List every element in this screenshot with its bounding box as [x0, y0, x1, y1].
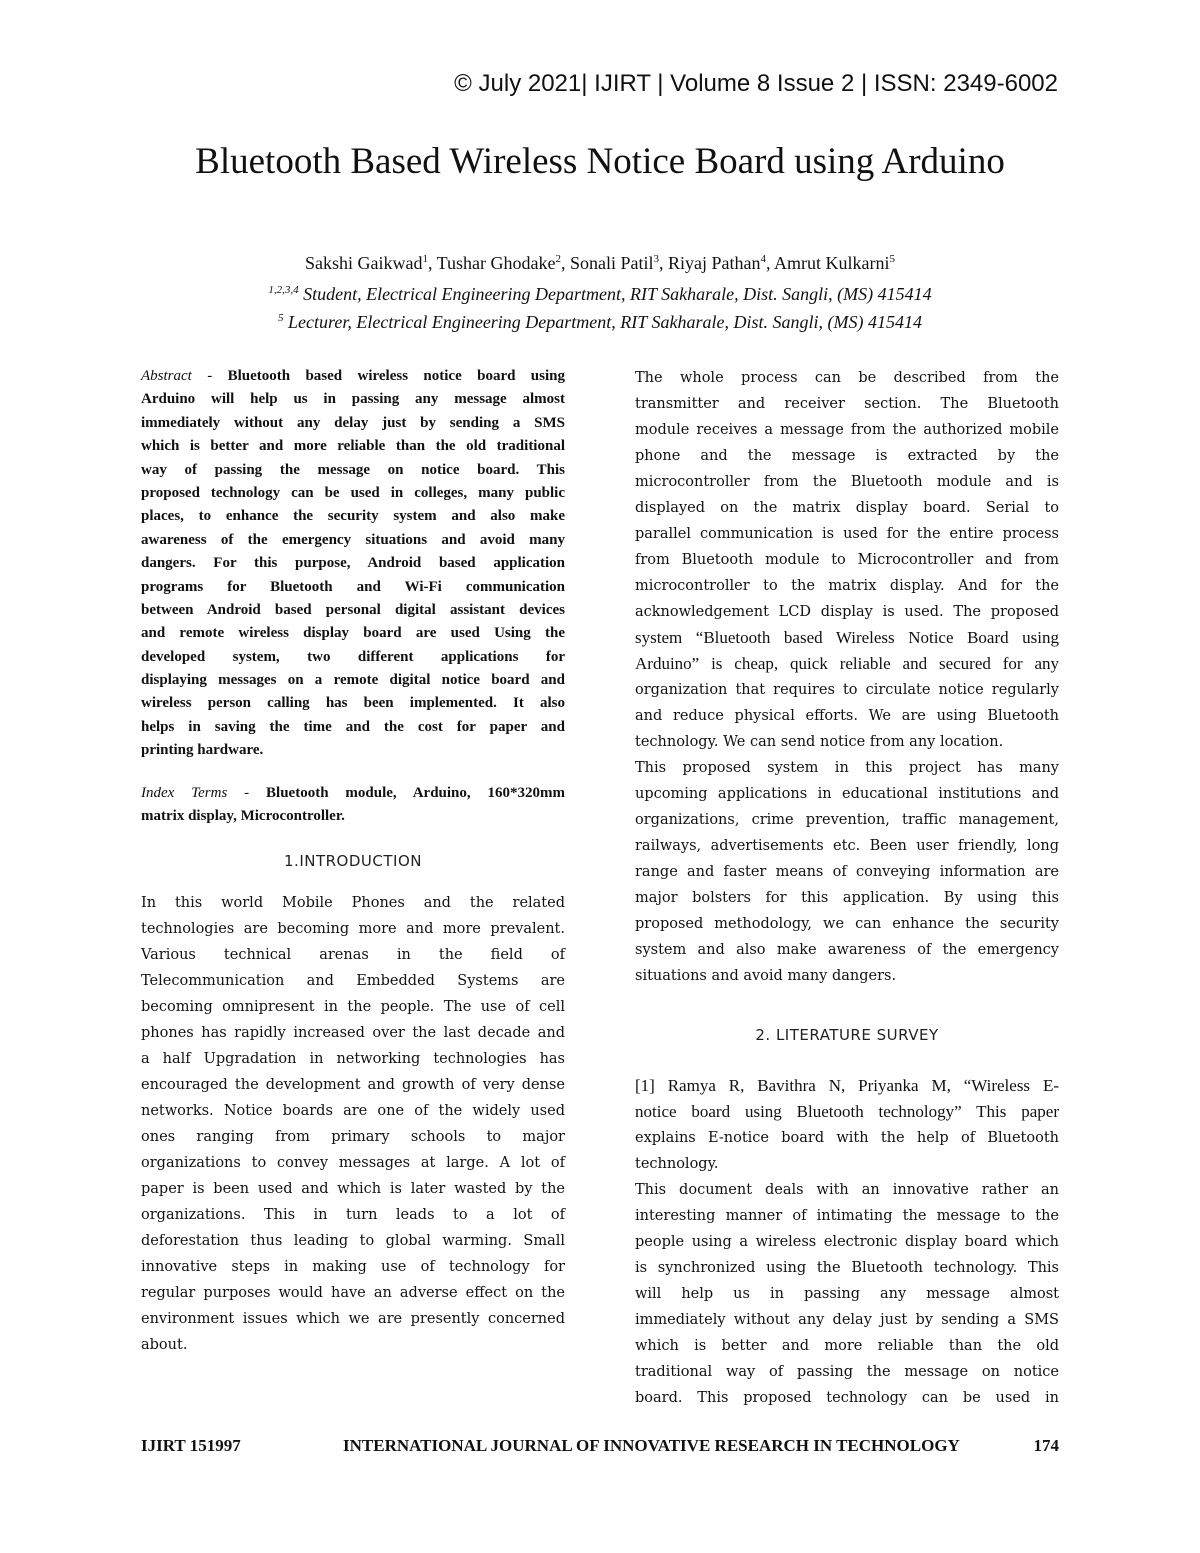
abstract-line: places, to enhance the security system and also make: [141, 508, 565, 525]
affiliation-text: Lecturer, Electrical Engineering Department, RIT Sakharale, Dist. Sangli, (MS) 415414: [288, 312, 922, 332]
body-line: organizations, crime prevention, traffic management,: [635, 812, 1059, 828]
index-terms-line: matrix display, Microcontroller.: [141, 808, 345, 825]
index-terms-line: [141, 782, 565, 805]
author-name: Tushar Ghodake: [436, 253, 556, 273]
body-line: proposed methodology, we can enhance the security: [635, 916, 1059, 932]
body-line: interesting manner of intimating the message to the: [635, 1208, 1059, 1224]
body-line: range and faster means of conveying information are: [635, 864, 1059, 880]
body-line: major bolsters for this application. By using this: [635, 890, 1059, 906]
abstract-line: [141, 365, 565, 388]
body-line: organizations. This in turn leads to a lot of: [141, 1207, 565, 1224]
body-line: transmitter and receiver section. The Bluetooth: [635, 396, 1059, 412]
author-name: Sakshi Gaikwad: [304, 253, 423, 273]
body-line: This document deals with an innovative rather an: [635, 1182, 1059, 1198]
right-column: [635, 365, 1059, 1411]
author-sup: 4: [760, 253, 766, 265]
body-line: technologies are becoming more and more prevalent.: [141, 921, 565, 938]
body-line: phone and the message is extracted by the: [635, 448, 1059, 464]
abstract-line: wireless person calling has been implemented. It also: [141, 695, 565, 712]
body-line: In this world Mobile Phones and the related: [141, 895, 565, 912]
abstract: [141, 365, 565, 828]
author-sup: 3: [653, 253, 659, 265]
affiliation-sup: 5: [278, 312, 284, 324]
spacer: [635, 1048, 1059, 1073]
body-line: ones ranging from primary schools to major: [141, 1129, 565, 1146]
abstract-line: which is better and more reliable than the old traditional: [141, 438, 565, 455]
affiliation-students: [0, 284, 1200, 305]
body-line: people using a wireless electronic display board which: [635, 1234, 1059, 1250]
body-line: situations and avoid many dangers.: [635, 968, 897, 984]
body-line: networks. Notice boards are one of the widely used: [141, 1103, 565, 1120]
body-line: parallel communication is used for the entire process: [635, 526, 1059, 542]
author-sup: 5: [889, 253, 895, 265]
body-line: system and also make awareness of the emergency: [635, 942, 1059, 958]
body-line: paper is been used and which is later wasted by the: [141, 1181, 565, 1198]
spacer: [635, 989, 1059, 1022]
author-name: Sonali Patil: [569, 253, 654, 273]
author-name: Amrut Kulkarni: [774, 253, 890, 273]
index-terms-lead: Index Terms -: [141, 784, 250, 801]
abstract-line: and remote wireless display board are used Using the: [141, 625, 565, 642]
body-line: technology.: [635, 1156, 719, 1172]
body-line: upcoming applications in educational institutions and: [635, 786, 1059, 802]
spacer: [141, 828, 565, 848]
section-heading-introduction: 1.INTRODUCTION: [284, 852, 422, 871]
paper-title: Bluetooth Based Wireless Notice Board using Arduino: [195, 141, 1005, 182]
abstract-line: programs for Bluetooth and Wi-Fi communication: [141, 578, 565, 595]
author-list: Sakshi Gaikwad$^1$, Tushar Ghodake$^2$, Sonali Patil$^3$, Riyaj Pathan$^4$, Amrut Kulkarni$^5$: [304, 253, 895, 273]
abstract-line: helps in saving the time and the cost for paper and: [141, 718, 565, 735]
footer-article-id: IJIRT 151997: [141, 1436, 241, 1455]
body-line: system “Bluetooth based Wireless Notice Board using: [635, 628, 1059, 647]
body-line: deforestation thus leading to global warming. Small: [141, 1233, 565, 1250]
abstract-lead: Abstract -: [141, 368, 213, 384]
body-line: displayed on the matrix display board. Serial to: [635, 500, 1059, 516]
literature-paragraph: [635, 1177, 1059, 1411]
body-line: board. This proposed technology can be used in: [635, 1390, 1059, 1406]
body-line: explains E-notice board with the help of Bluetooth: [635, 1130, 1059, 1146]
abstract-line: immediately without any delay just by sending a SMS: [141, 414, 565, 431]
body-line: The whole process can be described from the: [635, 370, 1059, 386]
body-line: immediately without any delay just by sending a SMS: [635, 1312, 1059, 1328]
author-sup: 2: [555, 253, 561, 265]
author-sup: 1: [422, 253, 428, 265]
applications-paragraph: [635, 755, 1059, 989]
body-line: This proposed system in this project has many: [635, 760, 1059, 776]
body-line: organizations to convey messages at large. A lot of: [141, 1155, 565, 1172]
body-line: a half Upgradation in networking technologies has: [141, 1051, 565, 1068]
body-line: acknowledgement LCD display is used. The proposed: [635, 604, 1059, 620]
body-line: from Bluetooth module to Microcontroller and from: [635, 552, 1059, 568]
abstract-line: printing hardware.: [141, 742, 264, 759]
abstract-line: dangers. For this purpose, Android based application: [141, 555, 565, 572]
journal-header: © July 2021| IJIRT | Volume 8 Issue 2 | ISSN: 2349-6002: [454, 70, 1058, 97]
body-line: Telecommunication and Embedded Systems are: [141, 973, 565, 990]
body-line: about.: [141, 1337, 188, 1354]
affiliation-text: Student, Electrical Engineering Department, RIT Sakharale, Dist. Sangli, (MS) 415414: [303, 284, 932, 304]
abstract-line: proposed technology can be used in colleges, many public: [141, 484, 565, 501]
affiliation-sup: 1,2,3,4: [268, 284, 299, 296]
body-line: traditional way of passing the message on notice: [635, 1364, 1059, 1380]
spacer: [141, 763, 565, 782]
body-line: [1] Ramya R, Bavithra N, Priyanka M, “Wireless E-: [635, 1076, 1059, 1095]
body-line: encouraged the development and growth of very dense: [141, 1077, 565, 1094]
reference-entry: [635, 1073, 1059, 1125]
abstract-text: Bluetooth based wireless notice board using: [227, 368, 566, 384]
body-line: Various technical arenas in the field of: [141, 947, 565, 964]
body-line: microcontroller to the matrix display. And for the: [635, 578, 1059, 594]
body-line: organization that requires to circulate notice regularly: [635, 682, 1059, 698]
body-line: innovative steps in making use of technology for: [141, 1259, 565, 1276]
introduction-paragraph: [141, 890, 565, 1358]
author-name: Riyaj Pathan: [668, 253, 761, 273]
body-line: notice board using Bluetooth technology” This paper: [635, 1102, 1059, 1121]
footer-page-number: 174: [1033, 1436, 1059, 1455]
abstract-line: Arduino will help us in passing any message almost: [141, 391, 565, 408]
abstract-line: developed system, two different applications for: [141, 648, 565, 665]
footer-journal-name: INTERNATIONAL JOURNAL OF INNOVATIVE RESEARCH IN TECHNOLOGY: [343, 1436, 960, 1455]
body-line: module receives a message from the authorized mobile: [635, 422, 1059, 438]
body-line: Arduino” is cheap, quick reliable and secured for any: [635, 654, 1059, 673]
abstract-line: way of passing the message on notice board. This: [141, 461, 565, 478]
section-heading-literature-survey: 2. LITERATURE SURVEY: [755, 1026, 939, 1044]
affiliation-lecturer: [0, 312, 1200, 333]
body-line: regular purposes would have an adverse effect on the: [141, 1285, 565, 1302]
body-line: technology. We can send notice from any location.: [635, 734, 1004, 750]
body-line: environment issues which we are presently concerned: [141, 1311, 565, 1328]
body-line: is synchronized using the Bluetooth technology. This: [635, 1260, 1059, 1276]
index-terms-text: Bluetooth module, Arduino, 160*320mm: [266, 784, 566, 801]
body-line: phones has rapidly increased over the last decade and: [141, 1025, 565, 1042]
body-line: railways, advertisements etc. Been user friendly, long: [635, 838, 1059, 854]
process-paragraph: [635, 365, 1059, 755]
body-line: microcontroller from the Bluetooth module and is: [635, 474, 1059, 490]
abstract-line: awareness of the emergency situations and avoid many: [141, 531, 565, 548]
left-column: [141, 365, 565, 1358]
spacer: [141, 874, 565, 890]
body-line: which is better and more reliable than the old: [635, 1338, 1059, 1354]
abstract-line: displaying messages on a remote digital notice board and: [141, 672, 565, 689]
body-line: becoming omnipresent in the people. The use of cell: [141, 999, 565, 1016]
abstract-line: between Android based personal digital assistant devices: [141, 601, 565, 618]
body-line: will help us in passing any message almost: [635, 1286, 1059, 1302]
body-line: and reduce physical efforts. We are using Bluetooth: [635, 708, 1059, 724]
